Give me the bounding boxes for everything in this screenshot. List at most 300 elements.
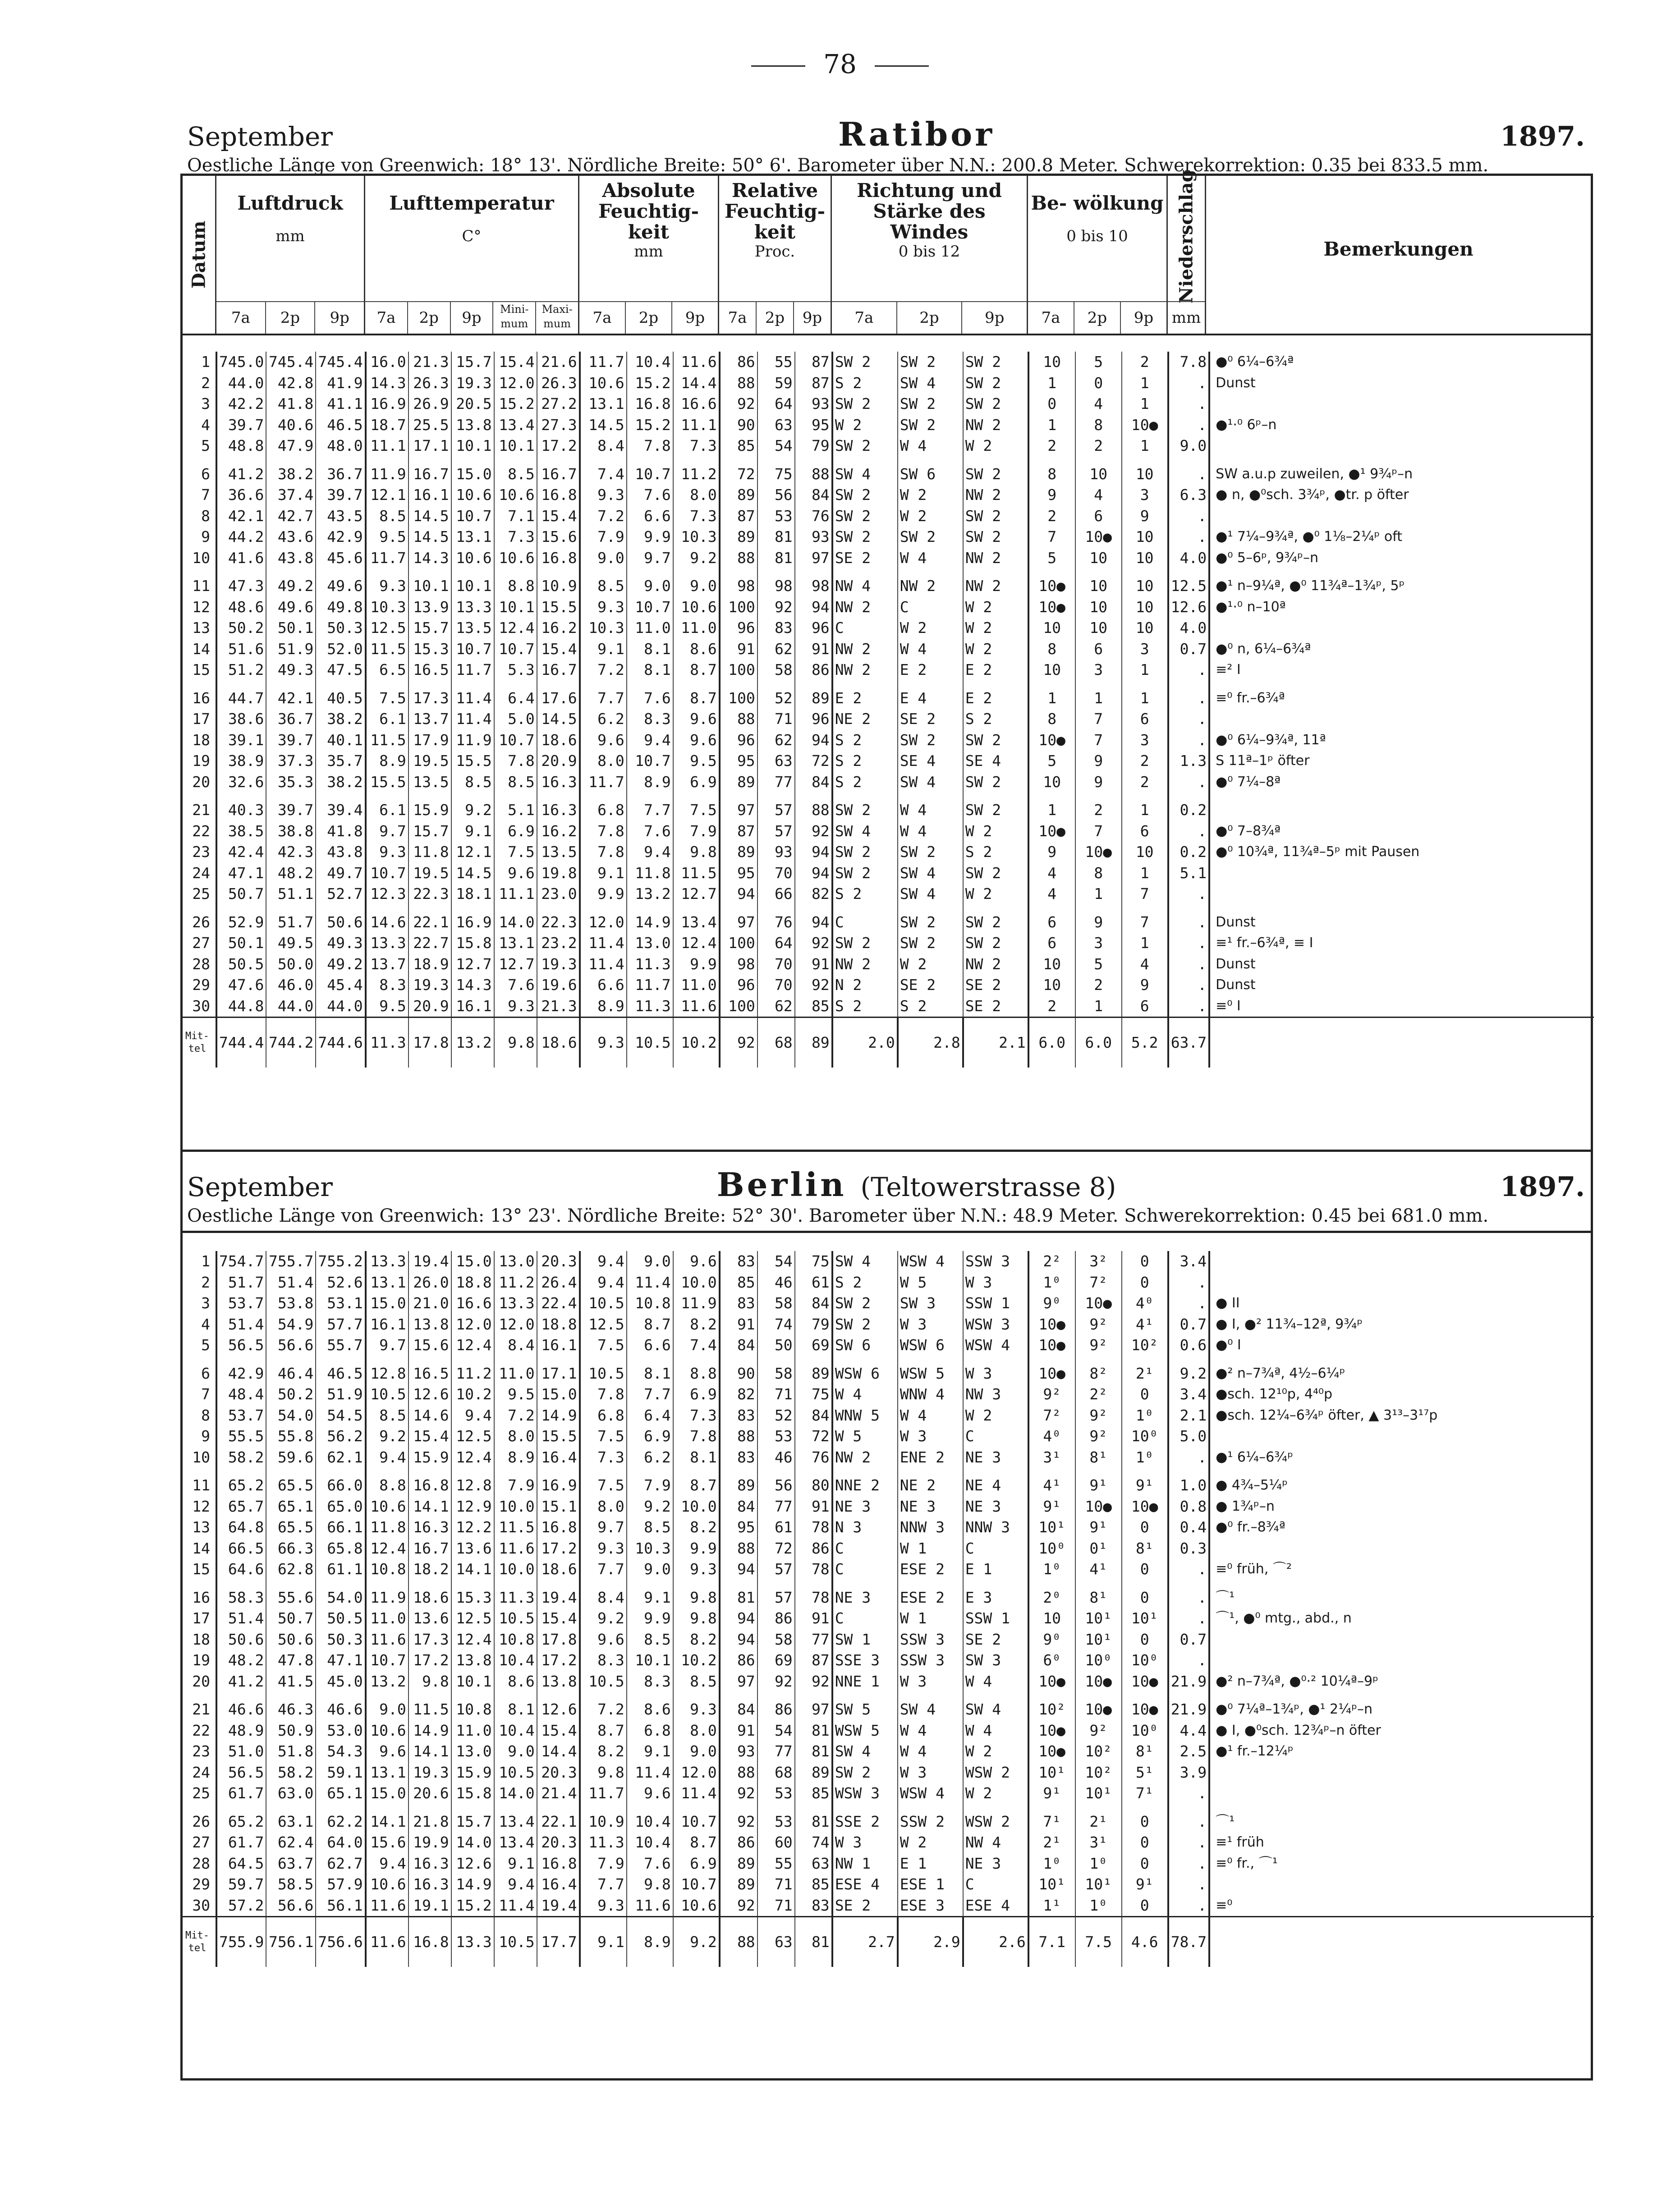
value-cell: 6 <box>1075 506 1122 527</box>
value-cell: 89 <box>720 1853 757 1874</box>
value-cell: SW 2 <box>898 933 963 954</box>
header-luftdruck: Luftdruck mm 7a 2p 9p <box>216 176 365 334</box>
value-cell: 6.4 <box>494 681 537 709</box>
remark-cell <box>1209 435 1594 457</box>
value-cell: 83 <box>720 1251 757 1272</box>
value-cell: . <box>1168 954 1209 975</box>
value-cell: 57.7 <box>316 1314 365 1335</box>
value-cell: 16.8 <box>627 394 673 415</box>
value-cell: 17.3 <box>409 1629 451 1650</box>
value-cell: 12.0 <box>451 1314 494 1335</box>
table-row <box>183 618 1594 639</box>
value-cell: 13.9 <box>409 597 451 618</box>
value-cell: 10.6 <box>366 1874 409 1895</box>
value-cell: 11.4 <box>451 709 494 730</box>
value-cell: 56.2 <box>316 1426 365 1447</box>
table-row <box>183 1762 1594 1783</box>
value-cell: 64.6 <box>216 1559 266 1580</box>
value-cell: 745.4 <box>266 352 316 373</box>
value-cell: 1 <box>1028 793 1075 821</box>
value-cell: 89 <box>720 1468 757 1496</box>
value-cell: 9.6 <box>580 1629 627 1650</box>
value-cell: 8.6 <box>494 1671 537 1692</box>
value-cell: 9.5 <box>673 751 720 772</box>
value-cell: 16.6 <box>673 394 720 415</box>
value-cell: 76 <box>795 506 832 527</box>
date-cell: 7 <box>183 485 216 506</box>
date-cell: 15 <box>183 1559 216 1580</box>
value-cell: 39.7 <box>316 485 365 506</box>
value-cell: 9.0 <box>1168 435 1209 457</box>
value-cell: 1⁰ <box>1122 1405 1168 1426</box>
value-cell: 6 <box>1122 996 1168 1017</box>
value-cell: 9.4 <box>494 1874 537 1895</box>
value-cell: 9¹ <box>1075 1468 1122 1496</box>
value-cell: W 2 <box>898 506 963 527</box>
mean-cell: 744.2 <box>266 1017 316 1068</box>
value-cell: 16.4 <box>537 1447 580 1468</box>
value-cell: 36.7 <box>316 457 365 485</box>
remark-cell: ⌒¹ <box>1216 1589 1235 1605</box>
value-cell: 1 <box>1122 681 1168 709</box>
value-cell: 6.9 <box>673 772 720 793</box>
value-cell: 15.5 <box>537 1426 580 1447</box>
value-cell: 53.0 <box>316 1720 365 1742</box>
remark-cell: ●⁰ I <box>1216 1337 1241 1353</box>
value-cell: NW 2 <box>963 415 1028 436</box>
value-cell: 9.4 <box>580 1251 627 1272</box>
value-cell: SW 2 <box>832 352 898 373</box>
value-cell: . <box>1168 1853 1209 1874</box>
date-cell: 4 <box>183 1314 216 1335</box>
value-cell: 3¹ <box>1028 1447 1075 1468</box>
value-cell: 11.7 <box>627 975 673 996</box>
value-cell: 4⁰ <box>1028 1426 1075 1447</box>
value-cell: 10 <box>1122 568 1168 597</box>
value-cell: 47.1 <box>216 863 266 884</box>
date-cell: 16 <box>183 681 216 709</box>
table-row <box>183 751 1594 772</box>
remark-cell <box>1209 1783 1594 1804</box>
value-cell: 10.1 <box>409 568 451 597</box>
value-cell: 22.3 <box>537 905 580 933</box>
value-cell: W 2 <box>832 415 898 436</box>
table-row <box>183 1251 1594 1272</box>
table-row <box>183 905 1594 933</box>
header-bemerkungen: Bemerkungen <box>1323 238 1473 260</box>
value-cell: 94 <box>795 905 832 933</box>
value-cell: 10● <box>1075 1692 1122 1720</box>
value-cell: NE 3 <box>963 1496 1028 1517</box>
value-cell: 50 <box>757 1335 795 1356</box>
value-cell: 11.5 <box>409 1692 451 1720</box>
value-cell: 10.6 <box>451 485 494 506</box>
value-cell: 18.2 <box>409 1559 451 1580</box>
value-cell: 13.3 <box>451 597 494 618</box>
value-cell: 70 <box>757 863 795 884</box>
value-cell: 9.2 <box>366 1426 409 1447</box>
value-cell: 10.7 <box>366 1650 409 1671</box>
value-cell: 8.5 <box>627 1629 673 1650</box>
value-cell: 9.1 <box>627 1741 673 1762</box>
value-cell: 8.7 <box>673 1832 720 1853</box>
value-cell: WSW 2 <box>963 1804 1028 1833</box>
value-cell: . <box>1168 1804 1209 1833</box>
value-cell: S 2 <box>963 709 1028 730</box>
value-cell: 9.6 <box>673 730 720 751</box>
value-cell: 8.5 <box>673 1671 720 1692</box>
value-cell: 20.3 <box>537 1832 580 1853</box>
value-cell: 13.3 <box>366 933 409 954</box>
value-cell: 12.4 <box>451 1447 494 1468</box>
value-cell: 84 <box>795 1293 832 1314</box>
value-cell: . <box>1168 1293 1209 1314</box>
value-cell: 84 <box>795 772 832 793</box>
value-cell: 9.3 <box>673 1559 720 1580</box>
value-cell: 9.6 <box>673 709 720 730</box>
value-cell: 10● <box>1122 1496 1168 1517</box>
value-cell: 11.0 <box>494 1356 537 1384</box>
value-cell: 41.8 <box>316 821 365 842</box>
table-row <box>183 975 1594 996</box>
date-cell: 2 <box>183 373 216 394</box>
value-cell: 63.7 <box>266 1853 316 1874</box>
value-cell: 51.7 <box>216 1272 266 1293</box>
date-cell: 22 <box>183 1720 216 1742</box>
value-cell: W 2 <box>963 821 1028 842</box>
value-cell: 11.9 <box>366 457 409 485</box>
value-cell: 9.0 <box>366 1692 409 1720</box>
value-cell: 10● <box>1075 1293 1122 1314</box>
value-cell: 10● <box>1122 1692 1168 1720</box>
date-cell: 28 <box>183 954 216 975</box>
value-cell: 8.5 <box>451 772 494 793</box>
value-cell: C <box>963 1874 1028 1895</box>
value-cell: 32.6 <box>216 772 266 793</box>
date-cell: 10 <box>183 1447 216 1468</box>
value-cell: W 4 <box>898 1405 963 1426</box>
table-row <box>183 548 1594 569</box>
remark-cell <box>1209 394 1594 415</box>
mean-cell: 13.2 <box>451 1017 494 1068</box>
value-cell: . <box>1168 1783 1209 1804</box>
value-cell: 86 <box>795 1538 832 1559</box>
value-cell: 10.7 <box>627 751 673 772</box>
date-cell: 24 <box>183 863 216 884</box>
value-cell: . <box>1168 905 1209 933</box>
value-cell: 0 <box>1122 1251 1168 1272</box>
value-cell: 12.0 <box>494 1314 537 1335</box>
value-cell: 58 <box>757 1629 795 1650</box>
value-cell: 8¹ <box>1122 1741 1168 1762</box>
value-cell: 10.2 <box>673 1650 720 1671</box>
table-row <box>183 793 1594 821</box>
value-cell: 71 <box>757 709 795 730</box>
date-cell: 11 <box>183 1468 216 1496</box>
remark-cell: ≡⁰ früh, ⌒² <box>1216 1561 1292 1577</box>
value-cell: 16.5 <box>409 1356 451 1384</box>
value-cell: 2 <box>1122 751 1168 772</box>
value-cell: 78 <box>795 1517 832 1538</box>
value-cell: 4.0 <box>1168 548 1209 569</box>
value-cell: W 3 <box>898 1762 963 1783</box>
value-cell: 8.6 <box>673 639 720 660</box>
table-row <box>183 1692 1594 1720</box>
value-cell: . <box>1168 457 1209 485</box>
value-cell: 54.0 <box>266 1405 316 1426</box>
value-cell: 38.6 <box>216 709 266 730</box>
remark-cell: ≡¹ früh <box>1216 1834 1264 1850</box>
value-cell: 10● <box>1028 597 1075 618</box>
value-cell: NW 2 <box>963 485 1028 506</box>
date-cell: 16 <box>183 1580 216 1609</box>
date-cell: 6 <box>183 457 216 485</box>
value-cell: 21.0 <box>409 1293 451 1314</box>
value-cell: 65.2 <box>216 1468 266 1496</box>
value-cell: 8.1 <box>494 1692 537 1720</box>
mean-cell: 7.1 <box>1028 1917 1075 1967</box>
value-cell: 9.9 <box>673 1538 720 1559</box>
value-cell: 9² <box>1028 1384 1075 1405</box>
value-cell: 19.4 <box>537 1580 580 1609</box>
remark-cell <box>1209 1650 1594 1671</box>
value-cell: 26.0 <box>409 1272 451 1293</box>
value-cell: ESE 4 <box>832 1874 898 1895</box>
value-cell: NW 2 <box>832 597 898 618</box>
value-cell: W 1 <box>898 1538 963 1559</box>
value-cell: SE 2 <box>832 548 898 569</box>
value-cell: 9.8 <box>580 1762 627 1783</box>
value-cell: 14.1 <box>409 1496 451 1517</box>
value-cell: C <box>963 1426 1028 1447</box>
value-cell: 85 <box>720 1272 757 1293</box>
value-cell: 92 <box>795 933 832 954</box>
value-cell: 0 <box>1122 1895 1168 1917</box>
value-cell: 1 <box>1075 996 1122 1017</box>
table-row <box>183 1804 1594 1833</box>
value-cell: 10.7 <box>673 1804 720 1833</box>
table-row <box>183 597 1594 618</box>
value-cell: 15.7 <box>451 352 494 373</box>
value-cell: 10.4 <box>494 1650 537 1671</box>
value-cell: 96 <box>720 730 757 751</box>
value-cell: 93 <box>795 394 832 415</box>
value-cell: 3 <box>1075 660 1122 681</box>
value-cell: 94 <box>720 884 757 905</box>
value-cell: 6.2 <box>580 709 627 730</box>
value-cell: 62 <box>757 639 795 660</box>
value-cell: 81 <box>795 1804 832 1833</box>
value-cell: 10.7 <box>627 597 673 618</box>
value-cell: 1⁰ <box>1122 1447 1168 1468</box>
value-cell: 2 <box>1122 352 1168 373</box>
value-cell: 15.7 <box>409 821 451 842</box>
value-cell: 72 <box>795 1426 832 1447</box>
value-cell: 16.3 <box>409 1853 451 1874</box>
value-cell: 97 <box>720 793 757 821</box>
table-row <box>183 1335 1594 1356</box>
value-cell: SW 2 <box>832 933 898 954</box>
value-cell: W 2 <box>963 1405 1028 1426</box>
value-cell: 5¹ <box>1122 1762 1168 1783</box>
value-cell: 49.7 <box>316 863 365 884</box>
value-cell: 9.3 <box>580 597 627 618</box>
value-cell: 10● <box>1028 730 1075 751</box>
value-cell: 8¹ <box>1075 1447 1122 1468</box>
date-cell: 28 <box>183 1853 216 1874</box>
value-cell: 12.8 <box>451 1468 494 1496</box>
value-cell: 10● <box>1028 1314 1075 1335</box>
value-cell: 12.4 <box>673 933 720 954</box>
date-cell: 7 <box>183 1384 216 1405</box>
remark-cell: ●⁰ 6¼–9¾ª, 11ª <box>1216 732 1326 748</box>
value-cell: 59.1 <box>316 1762 365 1783</box>
value-cell: 1 <box>1028 373 1075 394</box>
value-cell: 16.3 <box>409 1517 451 1538</box>
value-cell: SW 2 <box>963 394 1028 415</box>
value-cell: 2 <box>1075 435 1122 457</box>
value-cell: 10.7 <box>673 1874 720 1895</box>
table-row <box>183 1741 1594 1762</box>
value-cell: 89 <box>720 1874 757 1895</box>
mean-cell: 17.7 <box>537 1917 580 1967</box>
table-row <box>183 954 1594 975</box>
mean-cell: 2.6 <box>963 1917 1028 1967</box>
mean-cell: 6.0 <box>1075 1017 1122 1068</box>
value-cell: S 2 <box>832 884 898 905</box>
value-cell: SSW 3 <box>898 1650 963 1671</box>
value-cell: 15.6 <box>366 1832 409 1853</box>
value-cell: . <box>1168 933 1209 954</box>
value-cell: 12.7 <box>673 884 720 905</box>
value-cell: 12.4 <box>451 1629 494 1650</box>
value-cell: 83 <box>720 1293 757 1314</box>
value-cell: SW 2 <box>832 793 898 821</box>
value-cell: SW 2 <box>832 863 898 884</box>
value-cell: 42.4 <box>216 842 266 863</box>
value-cell: 6.9 <box>494 821 537 842</box>
value-cell: 8.9 <box>494 1447 537 1468</box>
value-cell: 53 <box>757 1804 795 1833</box>
value-cell: 61.7 <box>216 1783 266 1804</box>
value-cell: 48.9 <box>216 1720 266 1742</box>
value-cell: 21.3 <box>537 996 580 1017</box>
value-cell: 66.0 <box>316 1468 365 1496</box>
value-cell: 61.1 <box>316 1559 365 1580</box>
value-cell: 47.5 <box>316 660 365 681</box>
remark-cell: ●⁰ n, 6¼–6¾ª <box>1216 641 1311 657</box>
value-cell: 6 <box>1028 933 1075 954</box>
value-cell: 7.2 <box>494 1405 537 1426</box>
value-cell: 12.4 <box>366 1538 409 1559</box>
value-cell: 54.0 <box>316 1580 365 1609</box>
value-cell: 46.4 <box>266 1356 316 1384</box>
value-cell: 21.4 <box>537 1783 580 1804</box>
value-cell: 11.3 <box>627 954 673 975</box>
value-cell: 78 <box>795 1580 832 1609</box>
value-cell: 10⁰ <box>1122 1650 1168 1671</box>
date-cell: 10 <box>183 548 216 569</box>
value-cell: 91 <box>795 639 832 660</box>
value-cell: 6.2 <box>627 1447 673 1468</box>
remark-cell <box>1209 1426 1594 1447</box>
value-cell: 11.0 <box>627 618 673 639</box>
value-cell: 81 <box>795 1741 832 1762</box>
value-cell: 82 <box>720 1384 757 1405</box>
value-cell: 41.9 <box>316 373 365 394</box>
value-cell: 13.0 <box>494 1251 537 1272</box>
value-cell: 27.3 <box>537 415 580 436</box>
value-cell: 95 <box>720 863 757 884</box>
value-cell: 6.1 <box>366 709 409 730</box>
value-cell: 4¹ <box>1075 1559 1122 1580</box>
value-cell: SE 2 <box>963 996 1028 1017</box>
value-cell: 755.7 <box>266 1251 316 1272</box>
value-cell: 9.8 <box>409 1671 451 1692</box>
value-cell: 88 <box>720 1426 757 1447</box>
value-cell: 0 <box>1122 1804 1168 1833</box>
value-cell: 11.1 <box>366 435 409 457</box>
value-cell: 13.4 <box>673 905 720 933</box>
value-cell: 9.6 <box>627 1783 673 1804</box>
value-cell: 6.1 <box>366 793 409 821</box>
value-cell: 0.2 <box>1168 842 1209 863</box>
value-cell: S 2 <box>832 772 898 793</box>
date-cell: 22 <box>183 821 216 842</box>
value-cell: 7.6 <box>627 821 673 842</box>
table-row <box>183 1874 1594 1895</box>
remark-cell: Dunst <box>1216 977 1256 993</box>
value-cell: 72 <box>720 457 757 485</box>
value-cell: N 2 <box>832 975 898 996</box>
value-cell: 10.8 <box>494 1629 537 1650</box>
value-cell: ESE 2 <box>898 1580 963 1609</box>
value-cell: 7.3 <box>673 435 720 457</box>
table-row <box>183 1783 1594 1804</box>
value-cell: 1 <box>1028 681 1075 709</box>
value-cell: 36.7 <box>266 709 316 730</box>
value-cell: 13.3 <box>366 1251 409 1272</box>
value-cell: 9.8 <box>627 1874 673 1895</box>
value-cell: 9.9 <box>627 527 673 548</box>
value-cell: 92 <box>757 597 795 618</box>
remark-cell: ● I, ●⁰sch. 12¾ᵖ–n öfter <box>1216 1722 1381 1738</box>
value-cell: SW 4 <box>832 1741 898 1762</box>
value-cell: 11.3 <box>627 996 673 1017</box>
date-cell: 15 <box>183 660 216 681</box>
table-row <box>183 1853 1594 1874</box>
value-cell: 14.5 <box>409 506 451 527</box>
value-cell: 16.8 <box>537 1517 580 1538</box>
value-cell: 8.7 <box>627 1314 673 1335</box>
value-cell: SSW 3 <box>898 1629 963 1650</box>
value-cell: 53.7 <box>216 1293 266 1314</box>
value-cell: 5 <box>1075 954 1122 975</box>
value-cell: 10 <box>1122 527 1168 548</box>
value-cell: 15.7 <box>451 1804 494 1833</box>
ratibor-year: 1897. <box>1500 121 1585 152</box>
value-cell: 7.7 <box>627 793 673 821</box>
value-cell: 14.9 <box>451 1874 494 1895</box>
value-cell: 6.8 <box>580 1405 627 1426</box>
value-cell: 64.8 <box>216 1517 266 1538</box>
value-cell: 94 <box>720 1608 757 1629</box>
value-cell: 16.8 <box>537 1853 580 1874</box>
value-cell: 12.9 <box>451 1496 494 1517</box>
value-cell: 9.1 <box>627 1580 673 1609</box>
value-cell: 83 <box>720 1447 757 1468</box>
date-cell: 5 <box>183 1335 216 1356</box>
